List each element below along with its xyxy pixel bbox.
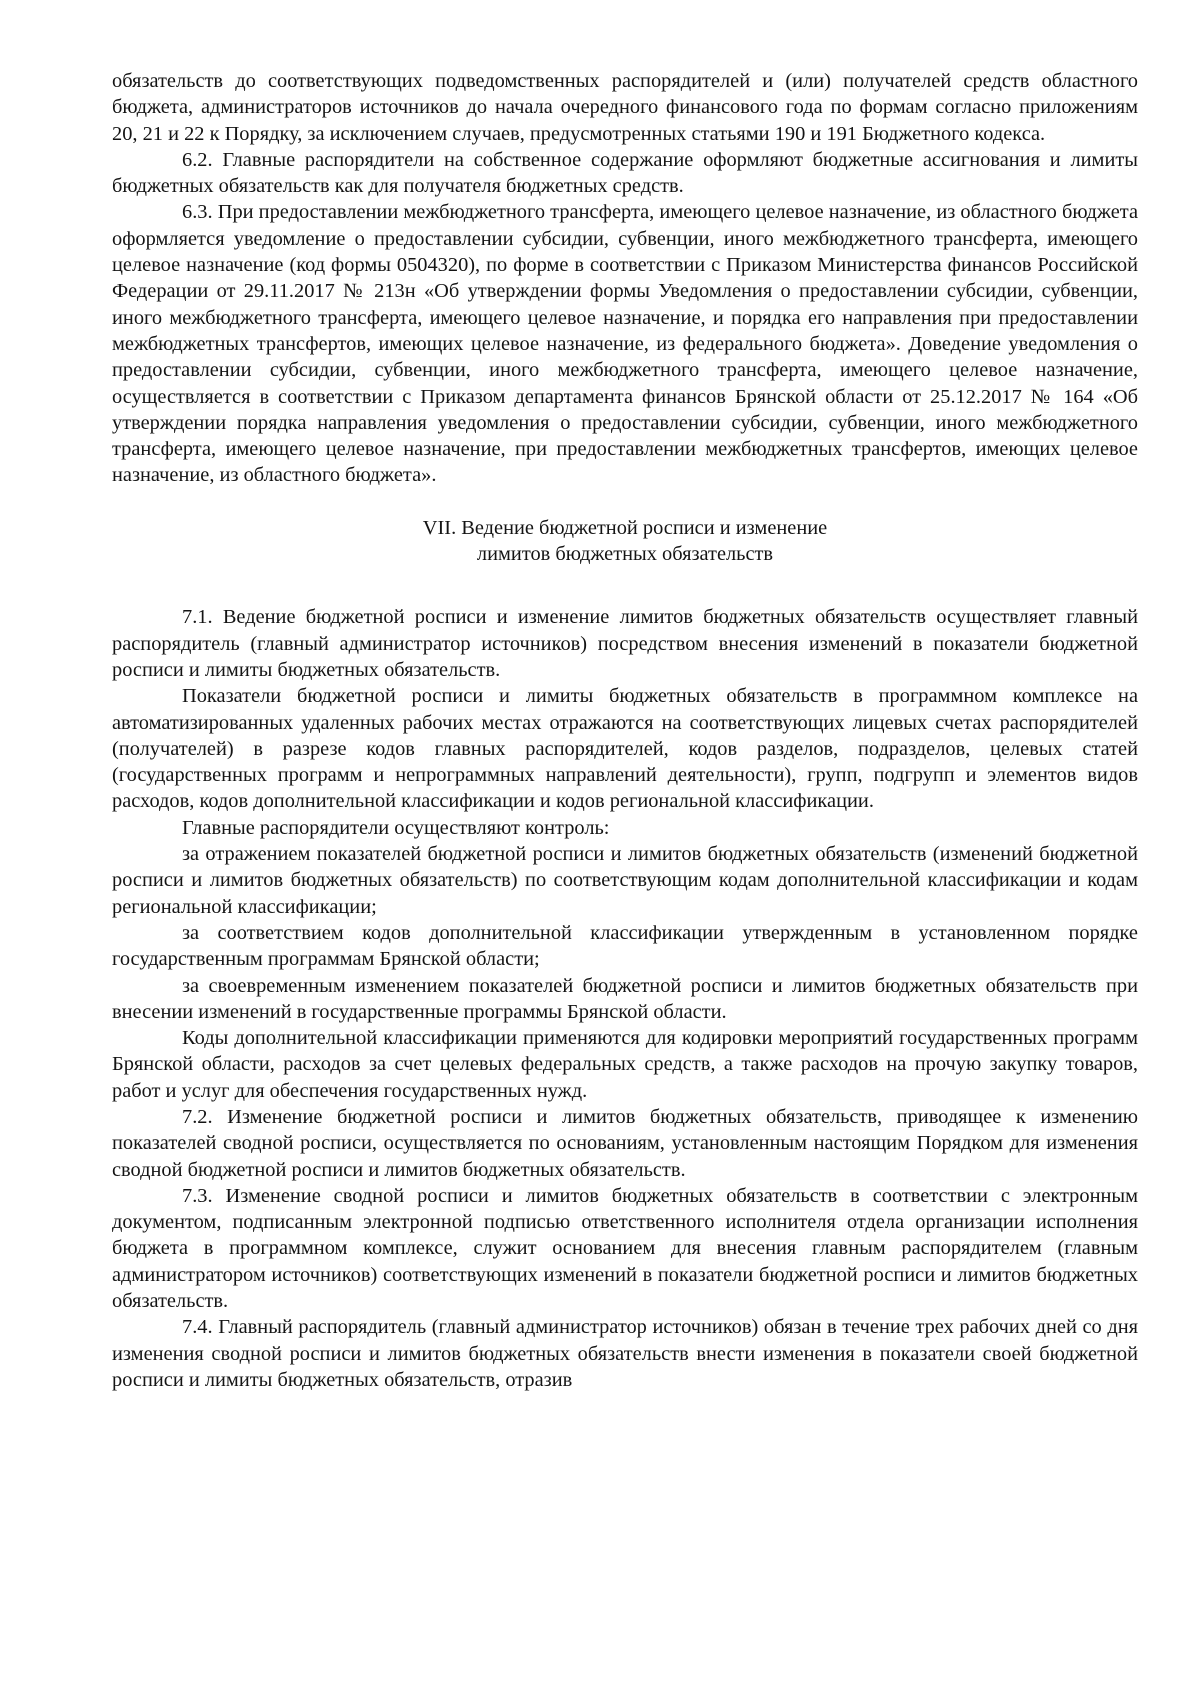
paragraph-control-item-2: за соответствием кодов дополнительной классификации утвержденным в установленном порядке государственным программам Брянской области; <box>112 921 1138 971</box>
paragraph-7-1: 7.1. Ведение бюджетной росписи и изменение лимитов бюджетных обязательств осуществляет главный распорядитель (главный администратор источников) посредством внесения изменений в показатели бюджетной росписи и лимиты бюджетных обязательств. <box>112 606 1138 681</box>
paragraph-6-3: 6.3. При предоставлении межбюджетного трансферта, имеющего целевое назначение, из областного бюджета оформляется уведомление о предоставлении субсидии, субвенции, иного межбюджетного трансферта, имеющего целевое назначение (код формы 0504320), по форме в соответствии с Приказом Министерства финансов Российской Федерации от 29.11.2017 № 213н «Об утверждении формы Уведомления о предоставлении субсидии, субвенции, иного межбюджетного трансферта, имеющего целевое назначение, и порядка его направления при предоставлении межбюджетных трансфертов, имеющих целевое назначение, из федерального бюджета». Доведение уведомления о предоставлении субсидии, субвенции, иного межбюджетного трансферта, имеющего целевое назначение, осуществляется в соответствии с Приказом департамента финансов Брянской области от 25.12.2017 № 164 «Об утверждении порядка направления уведомления о предоставлении субсидии, субвенции, иного межбюджетного трансферта, имеющего целевое назначение, при предоставлении межбюджетных трансфертов, имеющих целевое назначение, из областного бюджета». <box>112 201 1138 487</box>
section-heading <box>112 515 1138 568</box>
document-body <box>112 68 1138 1393</box>
paragraph-6-2: 6.2. Главные распорядители на собственное содержание оформляют бюджетные ассигнования и лимиты бюджетных обязательств как для получателя бюджетных средств. <box>112 148 1138 198</box>
paragraph-control-item-3: за своевременным изменением показателей бюджетной росписи и лимитов бюджетных обязательств при внесении изменений в государственные программы Брянской области. <box>112 974 1138 1023</box>
paragraph-7-4: 7.4. Главный распорядитель (главный администратор источников) обязан в течение трех рабочих дней со дня изменения сводной росписи и лимитов бюджетных обязательств внести изменения в показатели своей бюджетной росписи и лимиты бюджетных обязательств, отразив <box>112 1316 1138 1391</box>
paragraph-control-intro: Главные распорядители осуществляют контроль: <box>182 816 610 839</box>
paragraph-control-item-1: за отражением показателей бюджетной росписи и лимитов бюджетных обязательств (изменений бюджетной росписи и лимитов бюджетных обязательств) по соответствующим кодам дополнительной классификации и кодам региональной классификации; <box>112 843 1138 918</box>
section-heading-line-2: лимитов бюджетных обязательств <box>476 543 774 566</box>
paragraph-codes: Коды дополнительной классификации применяются для кодировки мероприятий государственных программ Брянской области, расходов за счет целевых федеральных средств, а также расходов на прочую закупку товаров, работ и услуг для обеспечения государственных нужд. <box>112 1027 1138 1102</box>
paragraph-top-0: обязательств до соответствующих подведомственных распорядителей и (или) получателей средств областного бюджета, администраторов источников до начала очередного финансового года по формам согласно приложениям 20, 21 и 22 к Порядку, за исключением случаев, предусмотренных статьями 190 и 191 Бюджетного кодекса. <box>112 70 1138 145</box>
paragraph-7-3: 7.3. Изменение сводной росписи и лимитов бюджетных обязательств в соответствии с электронным документом, подписанным электронной подписью ответственного исполнителя отдела организации исполнения бюджета в программном комплексе, служит основанием для внесения главным распорядителем (главным администратором источников) соответствующих изменений в показатели бюджетной росписи и лимитов бюджетных обязательств. <box>112 1184 1138 1313</box>
section-heading-line-1: VII. Ведение бюджетной росписи и изменение <box>422 516 828 539</box>
paragraph-7-2: 7.2. Изменение бюджетной росписи и лимитов бюджетных обязательств, приводящее к изменению показателей сводной росписи, осуществляется по основаниям, установленным настоящим Порядком для изменения сводной бюджетной росписи и лимитов бюджетных обязательств. <box>112 1105 1138 1181</box>
paragraph-indicators: Показатели бюджетной росписи и лимиты бюджетных обязательств в программном комплексе на автоматизированных удаленных рабочих местах отражаются на соответствующих лицевых счетах распорядителей (получателей) в разрезе кодов главных распорядителей, кодов разделов, подразделов, целевых статей (государственных программ и непрограммных направлений деятельности), групп, подгрупп и элементов видов расходов, кодов дополнительной классификации и кодов региональной классификации. <box>112 685 1138 813</box>
